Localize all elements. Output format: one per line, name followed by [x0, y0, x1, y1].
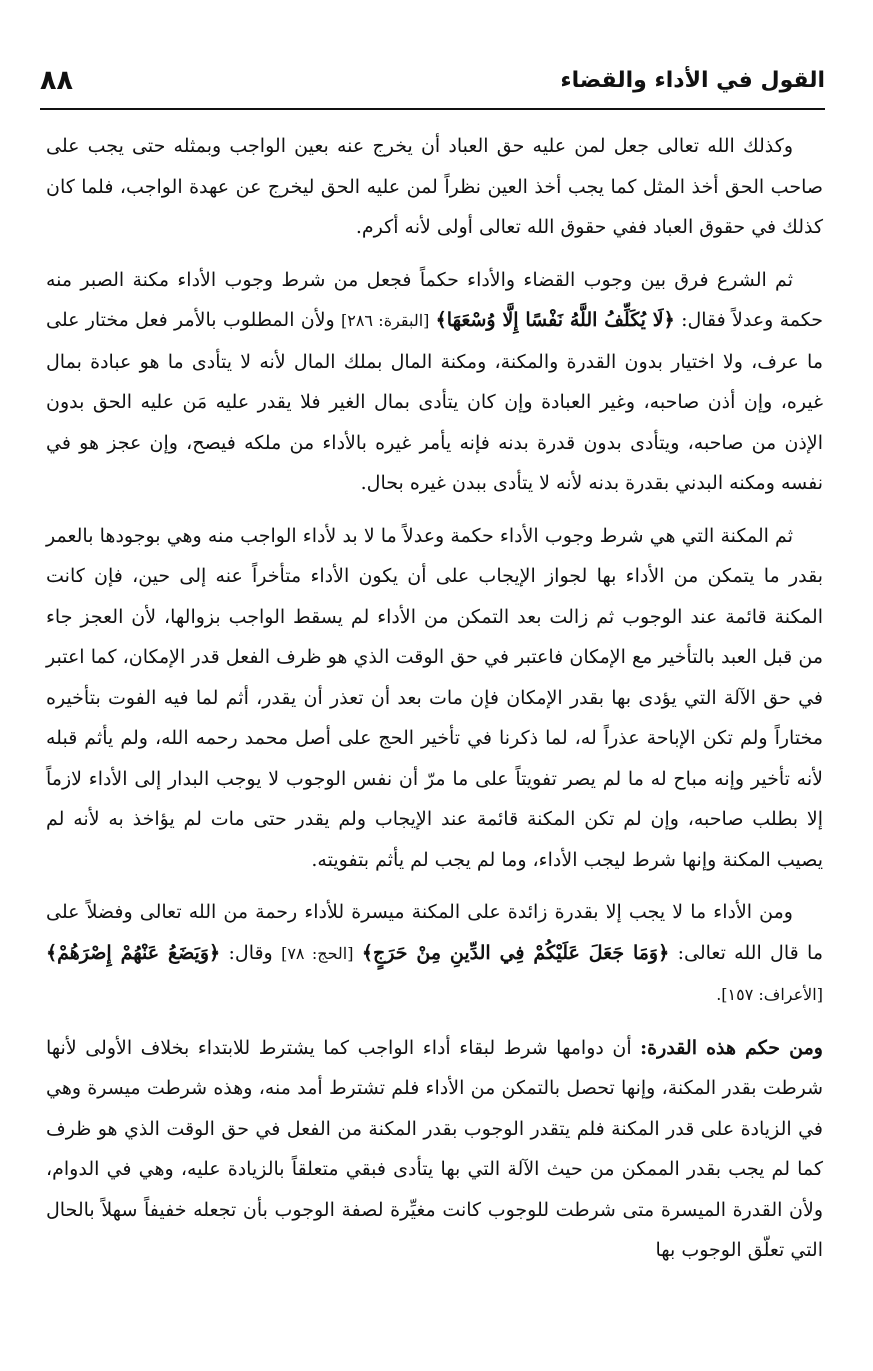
quran-open-bracket: ﴿ [663, 309, 675, 331]
page-header [40, 58, 825, 102]
paragraph-3-text: ثم المكنة التي هي شرط وجوب الأداء حكمة وعدلاً ما لا بد لأداء الواجب منه وهي بوجودها بالعمر بقدر ما يتمكن من الأداء بها لجواز الإيجاب على أن يكون الأداء متأخراً عنه إلى حين، فإن كانت المكنة قائمة عند الوجوب ثم زالت بعد التمكن من الأداء لم يسقط الواجب بزوالها، لأن العجز جاء من قبل العبد بالتأخير مع الإمكان فاعتبر في حق الوقت الذي هو ظرف الفعل قدر الإمكان، كما اعتبر في حق الآلة التي يؤدى بها بقدر الإمكان فإن مات بعد أن تعذر أن يقدر، أثم لما فيه الفوت بتأخيره مختاراً ولم تكن الإباحة عذراً له، لما ذكرنا في تأخير الحج على أصل محمد رحمه الله، ولم يأثم قبله لأنه تأخير وإنه مباح له ما لم يصر تفويتاً على ما مرّ أن نفس الوجوب لا يوجب البدار إلى الأداء لازماً إلا بطلب صاحبه، وإن لم تكن المكنة قائمة عند الإيجاب ولم يقدر حتى مات لم يؤاخذ به لأنه لم يصيب المكنة وإنها شرط ليجب الأداء، وما لم يجب لم يأثم بتفويته. [46, 524, 823, 871]
paragraph-5-text: أن دوامها شرط لبقاء أداء الواجب كما يشترط للابتداء بخلاف الأولى لأنها شرطت بقدر المكنة، وإنها تحصل بالتمكن من الأداء فلم تشترط أمد منه، وهذه شرطت ميسرة وهي في الزيادة على قدر المكنة فلم يتقدر الوجوب بقدر المكنة من الفعل في حق الوقت الذي هو ظرف كما لم يجب بقدر الممكن من حيث الآلة التي بها يتأدى فبقي متعلقاً بالزيادة عليه، وهي في الدوام، ولأن القدرة الميسرة متى شرطت للوجوب كانت مغيِّرة لصفة الوجوب بأن تجعله خفيفاً سهلاً بالحال التي تعلّق الوجوب بها [46, 1036, 823, 1261]
quran-open-bracket: ﴿ [658, 941, 670, 964]
paragraph-5 [46, 1028, 823, 1271]
verse-reference-araf: [الأعراف: ١٥٧]. [716, 985, 823, 1004]
header-divider [40, 108, 825, 110]
quran-verse-baqara: لَا يُكَلِّفُ اللَّهُ نَفْسًا إِلَّا وُسْعَهَا [446, 309, 664, 331]
quran-verse-hajj: وَمَا جَعَلَ عَلَيْكُمْ فِي الدِّينِ مِنْ حَرَجٍ [372, 941, 659, 964]
verse-reference-baqara: [البقرة: ٢٨٦] [340, 311, 430, 330]
section-heading-inline: ومن حكم هذه القدرة: [640, 1036, 823, 1059]
paragraph-2-text-after: ولأن المطلوب بالأمر فعل مختار على ما عرف، ولا اختيار بدون القدرة والمكنة، ومكنة المال بملك المال لأنه لا يتأدى ما هو عبادة بمال غيره، وإن أذن صاحبه، وغير العبادة وإن كان يتأدى بمال الغير فلا يقدر عليه مَن عليه الحق بدون الإذن من صاحبه، ويتأدى بدون قدرة بدنه فإنه يأمر غيره بالأداء من ملكه فيصح، وإن عجز هو في نفسه ومكنه البدني بقدرة بدنه لأنه لا يتأدى ببدن غيره بحال. [46, 309, 824, 494]
page-body [46, 126, 823, 1283]
paragraph-4-text-before: ومن الأداء ما لا يجب إلا بقدرة زائدة على المكنة ميسرة للأداء رحمة من الله تعالى وفضلاً على ما قال الله تعالى: [46, 901, 824, 964]
paragraph-1-text: وكذلك الله تعالى جعل لمن عليه حق العباد أن يخرج عنه بعين الواجب وبمثله حتى يجب على صاحب الحق أخذ المثل كما يجب أخذ العين نظراً لمن عليه الحق ليخرج عن عهدة الواجب، فلما كان كذلك في حقوق العباد ففي حقوق الله تعالى أولى لأنه أكرم. [46, 135, 823, 238]
quran-open-bracket: ﴿ [209, 941, 221, 964]
quran-close-bracket: ﴾ [46, 941, 58, 964]
page-number: ٨٨ [40, 64, 73, 96]
paragraph-2-text-before: ثم الشرع فرق بين وجوب القضاء والأداء حكماً فجعل من شرط وجوب الأداء مكنة الصبر منه حكمة وعدلاً فقال: [46, 268, 823, 331]
quran-verse-araf: وَيَضَعُ عَنْهُمْ إِصْرَهُمْ [57, 941, 210, 964]
paragraph-1 [46, 126, 823, 248]
quran-close-bracket: ﴾ [435, 309, 447, 331]
quran-close-bracket: ﴾ [361, 941, 373, 964]
paragraph-4-text-mid: وقال: [228, 941, 273, 964]
verse-reference-hajj: [الحج: ٧٨] [281, 943, 354, 963]
paragraph-2 [46, 260, 823, 504]
paragraph-4 [46, 892, 823, 1016]
paragraph-3 [46, 516, 823, 881]
running-title: القول في الأداء والقضاء [560, 67, 825, 93]
